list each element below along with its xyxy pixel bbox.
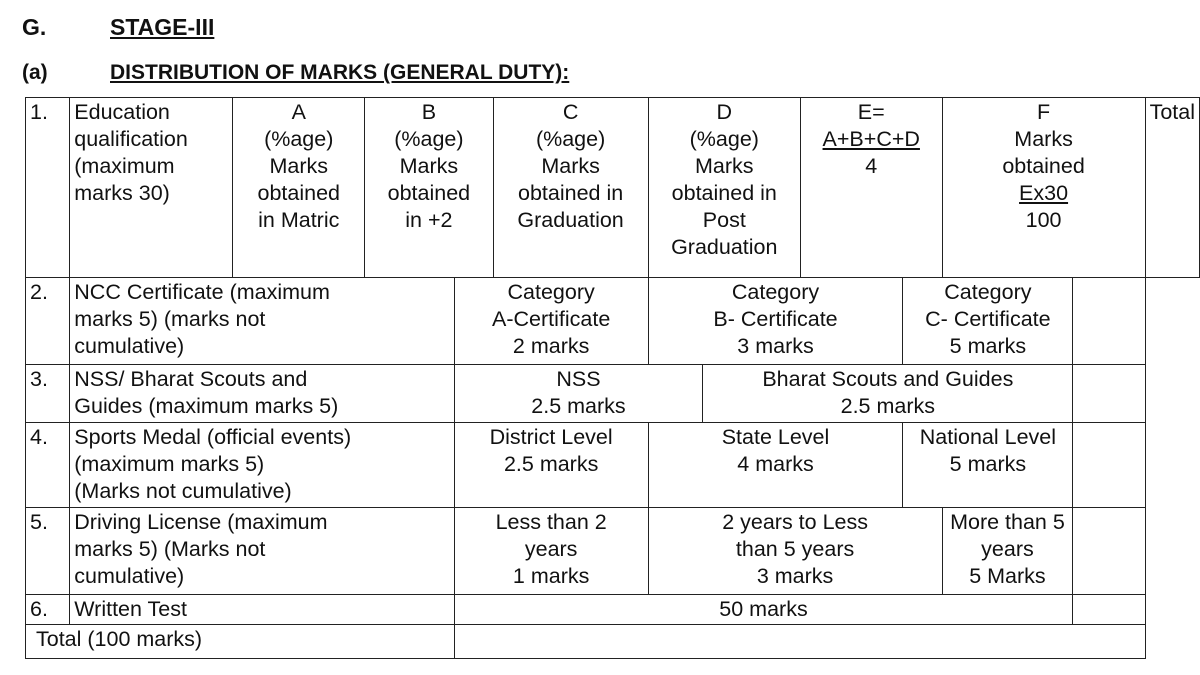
row-number: 4. bbox=[26, 423, 70, 508]
sports-label bbox=[70, 423, 454, 508]
total-marks-value bbox=[454, 625, 1145, 659]
column-d-post-graduation bbox=[648, 98, 800, 278]
cell-line: State Level bbox=[721, 425, 830, 449]
total-cell bbox=[1073, 423, 1145, 508]
total-cell bbox=[1073, 278, 1145, 365]
cell-line: Category bbox=[731, 280, 820, 304]
cell-line: A-Certificate bbox=[492, 307, 611, 331]
label-line: (maximum marks 5) bbox=[74, 452, 265, 476]
cell-line: 1 marks bbox=[512, 564, 590, 588]
cell-line: 5 marks bbox=[949, 452, 1027, 476]
cell-line: 2.5 marks bbox=[503, 452, 599, 476]
cell-line: Category bbox=[944, 280, 1032, 304]
cell-line: Marks bbox=[695, 154, 754, 178]
cell-line: Marks bbox=[399, 154, 459, 178]
cell-line: 2.5 marks bbox=[840, 394, 936, 418]
cell-line: Bharat Scouts and Guides bbox=[762, 367, 1014, 391]
scouts-guides-cell bbox=[703, 365, 1073, 423]
subsection-title bbox=[110, 61, 569, 85]
label-line: (Marks not cumulative) bbox=[74, 479, 292, 503]
label-line: Education bbox=[74, 100, 170, 124]
label-line: (maximum bbox=[74, 154, 175, 178]
nss-label bbox=[70, 365, 454, 423]
subsection-letter: (a) bbox=[22, 61, 48, 84]
label-line: NCC Certificate (maximum bbox=[74, 280, 330, 304]
cell-line: 5 Marks bbox=[969, 564, 1046, 588]
cell-line: District Level bbox=[489, 425, 613, 449]
table-row-nss bbox=[26, 365, 1200, 423]
cell-line: 3 marks bbox=[756, 564, 834, 588]
total-cell bbox=[1073, 365, 1145, 423]
label-line: Sports Medal (official events) bbox=[74, 425, 352, 449]
formula-denominator: 4 bbox=[865, 154, 878, 178]
cell-line: F bbox=[1036, 100, 1051, 124]
less-than-2-years-cell bbox=[454, 508, 648, 595]
row-number: 2. bbox=[26, 278, 70, 365]
cell-line: Graduation bbox=[517, 208, 624, 232]
cell-line: (%age) bbox=[394, 127, 464, 151]
total-cell bbox=[1073, 508, 1145, 595]
table-row-written-test bbox=[26, 595, 1200, 625]
cell-line: years bbox=[981, 537, 1034, 561]
cell-line: Marks bbox=[1014, 127, 1073, 151]
ncc-label bbox=[70, 278, 454, 365]
label-line: NSS/ Bharat Scouts and bbox=[74, 367, 308, 391]
cell-line: 2 years to Less bbox=[722, 510, 868, 534]
cell-line: Post bbox=[702, 208, 746, 232]
state-level-cell bbox=[648, 423, 903, 508]
cell-line: C- Certificate bbox=[925, 307, 1051, 331]
written-test-marks: 50 marks bbox=[454, 595, 1073, 625]
cell-line: Marks bbox=[541, 154, 600, 178]
cell-line: More than 5 bbox=[950, 510, 1065, 534]
cell-line: obtained bbox=[387, 181, 471, 205]
section-title-text: STAGE-III bbox=[110, 14, 215, 40]
label-line: marks 5) (Marks not bbox=[74, 537, 266, 561]
total-marks-label: Total (100 marks) bbox=[26, 625, 455, 659]
row-number: 5. bbox=[26, 508, 70, 595]
formula-denominator: 100 bbox=[1025, 208, 1062, 232]
cell-line: (%age) bbox=[689, 127, 759, 151]
cell-line: obtained in bbox=[517, 181, 624, 205]
national-level-cell bbox=[903, 423, 1073, 508]
two-to-five-years-cell bbox=[648, 508, 942, 595]
cell-line: in +2 bbox=[405, 208, 453, 232]
cell-line: Marks bbox=[269, 154, 328, 178]
table-row-sports bbox=[26, 423, 1200, 508]
cell-line: Graduation bbox=[671, 235, 778, 259]
cell-line: E= bbox=[857, 100, 885, 124]
column-b-plus-two bbox=[365, 98, 493, 278]
table-row-ncc bbox=[26, 278, 1200, 365]
cell-line: Category bbox=[507, 280, 595, 304]
ncc-category-b bbox=[648, 278, 903, 365]
subsection-title-text: DISTRIBUTION OF MARKS (GENERAL DUTY): bbox=[110, 61, 570, 84]
section-letter: G. bbox=[22, 14, 47, 40]
label-line: Guides (maximum marks 5) bbox=[74, 394, 339, 418]
label-line: marks 5) (marks not bbox=[74, 307, 266, 331]
cell-line: in Matric bbox=[258, 208, 340, 232]
cell-line: 4 marks bbox=[737, 452, 814, 476]
label-line: marks 30) bbox=[74, 181, 170, 205]
label-line: qualification bbox=[74, 127, 188, 151]
formula-numerator: A+B+C+D bbox=[822, 127, 920, 151]
cell-line: 2 marks bbox=[512, 334, 590, 358]
section-title bbox=[110, 14, 214, 41]
marks-distribution-table bbox=[25, 97, 1200, 659]
total-cell bbox=[1073, 595, 1145, 625]
cell-line: obtained bbox=[1002, 154, 1085, 178]
written-test-label: Written Test bbox=[70, 595, 454, 625]
column-a-matric bbox=[233, 98, 365, 278]
ncc-category-a bbox=[454, 278, 648, 365]
cell-line: (%age) bbox=[535, 127, 606, 151]
cell-line: NSS bbox=[556, 367, 601, 391]
more-than-5-years-cell bbox=[942, 508, 1073, 595]
cell-line: B bbox=[421, 100, 437, 124]
column-c-graduation bbox=[493, 98, 648, 278]
cell-line: 5 marks bbox=[949, 334, 1027, 358]
cell-line: B- Certificate bbox=[713, 307, 838, 331]
row-number: 3. bbox=[26, 365, 70, 423]
row-number: 6. bbox=[26, 595, 70, 625]
district-level-cell bbox=[454, 423, 648, 508]
column-f-marks-obtained bbox=[942, 98, 1145, 278]
cell-line: 2.5 marks bbox=[531, 394, 626, 418]
cell-line: (%age) bbox=[264, 127, 334, 151]
label-line: cumulative) bbox=[74, 564, 185, 588]
cell-line: C bbox=[562, 100, 579, 124]
cell-line: than 5 years bbox=[735, 537, 855, 561]
cell-line: D bbox=[716, 100, 733, 124]
cell-line: Less than 2 bbox=[495, 510, 607, 534]
table-row-driving bbox=[26, 508, 1200, 595]
ncc-category-c bbox=[903, 278, 1073, 365]
formula-numerator: Ex30 bbox=[1019, 181, 1069, 205]
label-line: cumulative) bbox=[74, 334, 185, 358]
column-e-average bbox=[800, 98, 942, 278]
driving-label bbox=[70, 508, 454, 595]
cell-line: obtained bbox=[257, 181, 340, 205]
total-header: Total bbox=[1145, 98, 1199, 278]
education-label bbox=[70, 98, 233, 278]
row-number: 1. bbox=[26, 98, 70, 278]
nss-cell bbox=[454, 365, 703, 423]
cell-line: years bbox=[524, 537, 578, 561]
table-row-education bbox=[26, 98, 1200, 278]
cell-line: A bbox=[291, 100, 306, 124]
table-row-total bbox=[26, 625, 1200, 659]
cell-line: 3 marks bbox=[737, 334, 814, 358]
label-line: Driving License (maximum bbox=[74, 510, 328, 534]
cell-line: National Level bbox=[919, 425, 1057, 449]
cell-line: obtained in bbox=[671, 181, 777, 205]
